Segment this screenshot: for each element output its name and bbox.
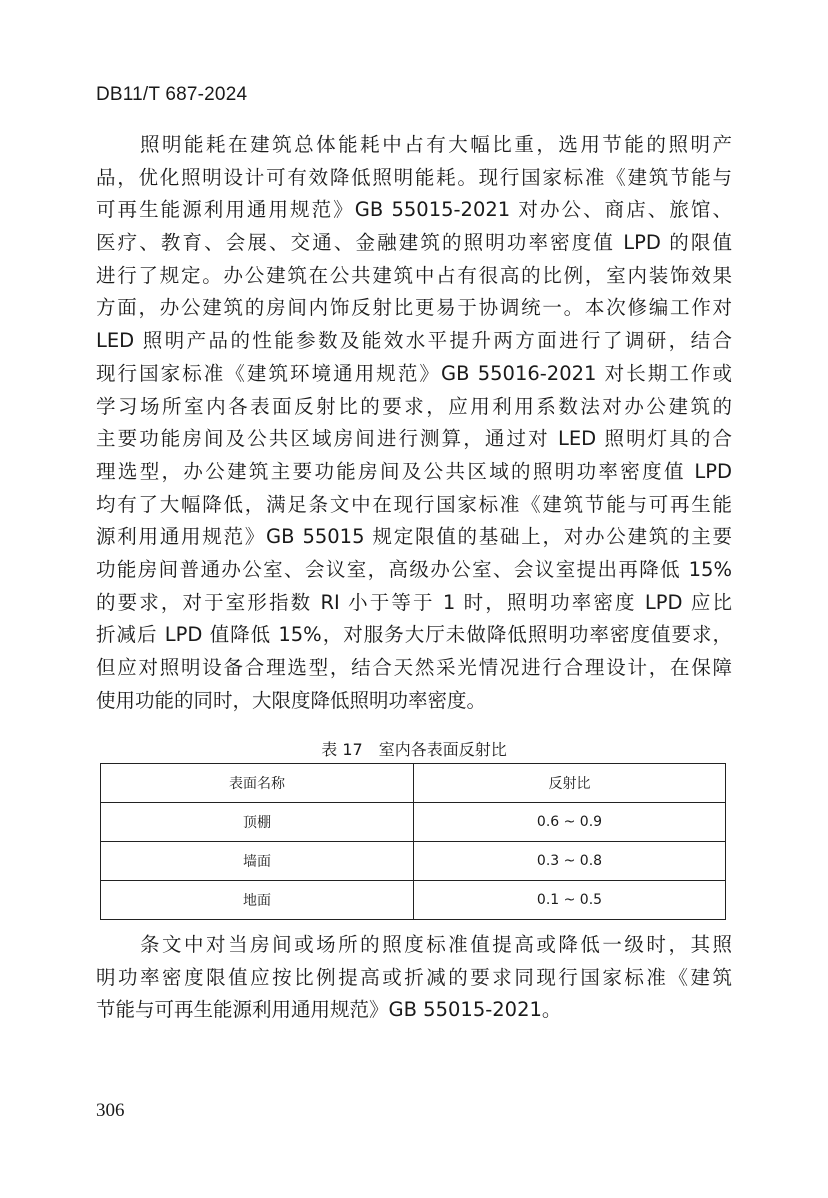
column-header-surface-name: 表面名称 (101, 764, 414, 803)
paragraph-line: 主要功能房间及公共区域房间进行测算，通过对 LED 照明灯具的合 (96, 427, 732, 451)
paragraph-line: 学习场所室内各表面反射比的要求，应用利用系数法对办公建筑的 (96, 394, 732, 418)
cell-reflectance: 0.1 ~ 0.5 (414, 881, 726, 920)
column-header-reflectance: 反射比 (414, 764, 726, 803)
paragraph-line: 方面，办公建筑的房间内饰反射比更易于协调统一。本次修编工作对 (96, 296, 732, 320)
table-row (101, 803, 726, 842)
page-number: 306 (96, 1100, 125, 1121)
table-caption: 表 17 室内各表面反射比 (321, 740, 507, 759)
paragraph-line: 照明能耗在建筑总体能耗中占有大幅比重，选用节能的照明产 (140, 133, 732, 156)
paragraph-line: 功能房间普通办公室、会议室，高级办公室、会议室提出再降低 15% (96, 557, 732, 581)
paragraph-line: 进行了规定。办公建筑在公共建筑中占有很高的比例，室内装饰效果 (96, 263, 732, 287)
paragraph-line: 的要求，对于室形指数 RI 小于等于 1 时，照明功率密度 LPD 应比 (96, 590, 732, 614)
paragraph-line: 明功率密度限值应按比例提高或折减的要求同现行国家标准《建筑 (96, 965, 732, 989)
document-code: DB11/T 687-2024 (96, 84, 248, 105)
paragraph-line: 节能与可再生能源利用通用规范》GB 55015-2021。 (96, 998, 562, 1022)
paragraph-line: 现行国家标准《建筑环境通用规范》GB 55016-2021 对长期工作或 (96, 361, 732, 385)
paragraph-line: 品，优化照明设计可有效降低照明能耗。现行国家标准《建筑节能与 (96, 165, 732, 189)
paragraph-line: 理选型，办公建筑主要功能房间及公共区域的照明功率密度值 LPD (96, 459, 732, 483)
table-row (101, 881, 726, 920)
cell-surface-name: 地面 (101, 881, 414, 920)
cell-reflectance: 0.3 ~ 0.8 (414, 842, 726, 881)
cell-surface-name: 顶棚 (101, 803, 414, 842)
table-header-row (101, 764, 726, 803)
paragraph-line: 可再生能源利用通用规范》GB 55015-2021 对办公、商店、旅馆、 (96, 198, 732, 222)
paragraph-line: LED 照明产品的性能参数及能效水平提升两方面进行了调研，结合 (96, 329, 732, 353)
cell-reflectance: 0.6 ~ 0.9 (414, 803, 726, 842)
table-row (101, 842, 726, 881)
paragraph-line: 均有了大幅降低，满足条文中在现行国家标准《建筑节能与可再生能 (96, 492, 732, 516)
cell-surface-name: 墙面 (101, 842, 414, 881)
paragraph-line: 条文中对当房间或场所的照度标准值提高或降低一级时，其照 (140, 933, 732, 956)
paragraph-illuminance-adjustment (96, 929, 732, 1027)
paragraph-line: 源利用通用规范》GB 55015 规定限值的基础上，对办公建筑的主要 (96, 525, 732, 549)
paragraph-line: 医疗、教育、会展、交通、金融建筑的照明功率密度值 LPD 的限值 (96, 231, 732, 255)
paragraph-lighting-energy (96, 129, 732, 717)
paragraph-line: 但应对照明设备合理选型，结合天然采光情况进行合理设计，在保障 (96, 656, 732, 679)
paragraph-line: 折减后 LPD 值降低 15%，对服务大厅未做降低照明功率密度值要求， (96, 623, 732, 647)
reflectance-table (100, 763, 726, 920)
paragraph-line: 使用功能的同时，大限度降低照明功率密度。 (96, 688, 487, 712)
